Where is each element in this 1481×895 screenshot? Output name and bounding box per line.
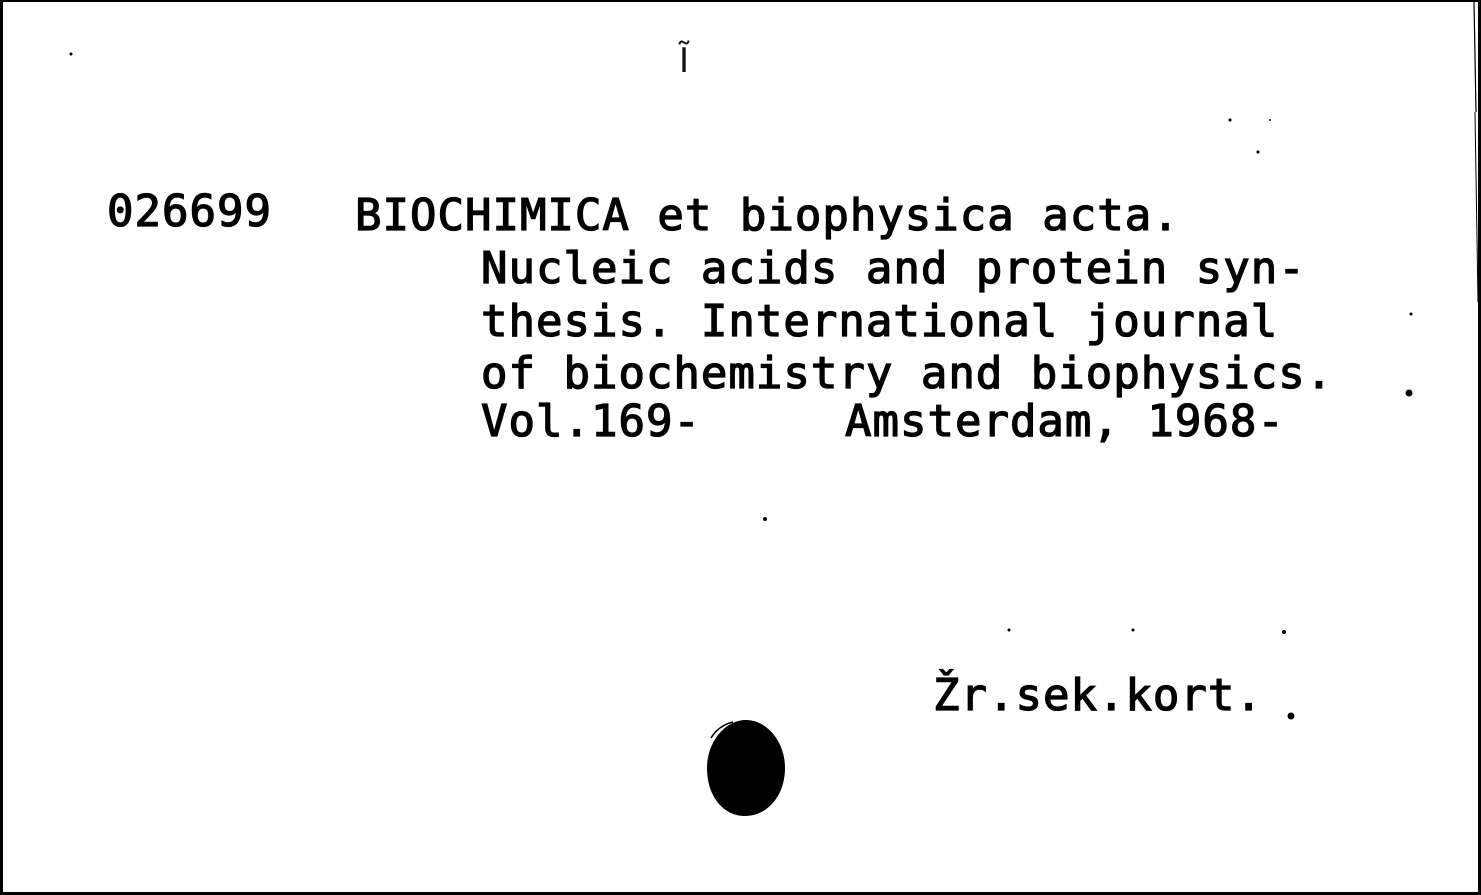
title-line-3: thesis. International journal bbox=[481, 296, 1279, 347]
title-line-2: Nucleic acids and protein syn- bbox=[481, 243, 1306, 294]
volume-info: Vol.169- bbox=[481, 396, 701, 447]
handwritten-mark: Ĩ bbox=[679, 41, 690, 81]
imprint-info: Amsterdam, 1968- bbox=[845, 396, 1285, 447]
location-note: Žr.sek.kort. bbox=[933, 670, 1263, 721]
title-line-4: of biochemistry and biophysics. bbox=[481, 348, 1334, 399]
title-line-1: BIOCHIMICA et biophysica acta. bbox=[355, 190, 1180, 241]
punch-hole bbox=[705, 718, 787, 818]
accession-number: 026699 bbox=[107, 186, 272, 237]
